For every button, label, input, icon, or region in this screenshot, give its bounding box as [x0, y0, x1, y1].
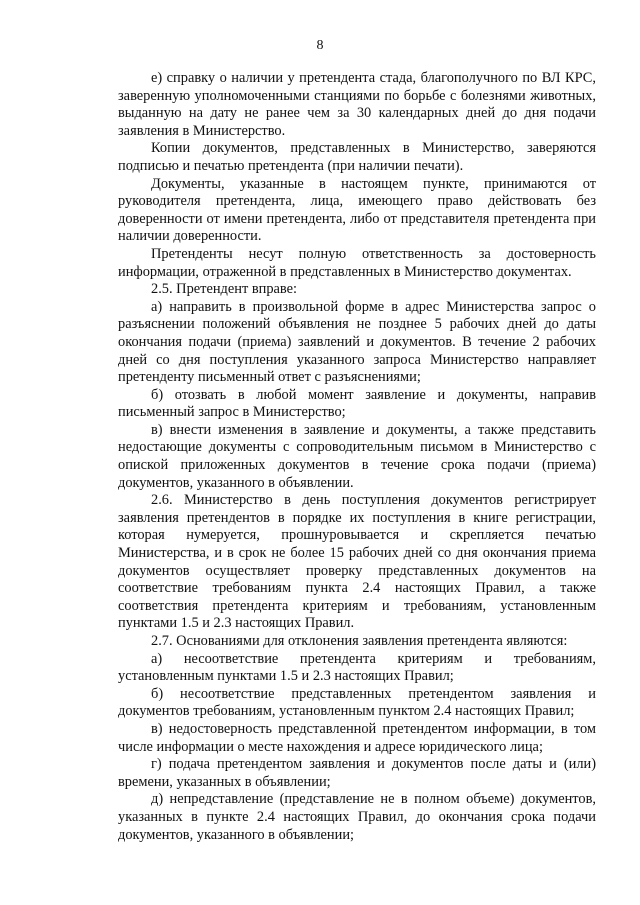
paragraph-2-6: 2.6. Министерство в день поступления документов регистрирует заявления претендентов в порядке их поступления в книге регистрации, которая нумеруется, прошнуровывается и скрепляется печатью Министерства, и в срок не более 15 рабочих дней со дня окончания приема документов осуществляет проверку представленных документов на соответствие требованиям пункта 2.4 настоящих Правил, а также соответствия претендента критериям и требованиям, установленным пунктами 1.5 и 2.3 настоящих Правил. — [118, 492, 596, 632]
paragraph-2-7-b: б) несоответствие представленных претендентом заявления и документов требованиям, установленным пунктом 2.4 настоящих Правил; — [118, 685, 596, 720]
document-body — [118, 70, 596, 844]
paragraph-copies-certification: Копии документов, представленных в Министерство, заверяются подписью и печатью претендента (при наличии печати). — [118, 140, 596, 174]
paragraph-2-5-a: а) направить в произвольной форме в адрес Министерства запрос о разъяснении положений объявления не позднее 5 рабочих дней до даты окончания подачи (приема) заявлений и документов. В течение 2 рабочих дней со дня поступления указанного запроса Министерство направляет претенденту письменный ответ с разъяснениями; — [118, 298, 596, 386]
section-heading-2-7: 2.7. Основаниями для отклонения заявления претендента являются: — [151, 633, 568, 649]
page-number: 8 — [316, 38, 324, 53]
paragraph-2-7-a: а) несоответствие претендента критериям и требованиям, установленным пунктами 1.5 и 2.3 настоящих Правил; — [118, 650, 596, 685]
paragraph-2-5-b: б) отозвать в любой момент заявление и документы, направив письменный запрос в Министерство; — [118, 386, 596, 421]
paragraph-item-e-herd-certificate: е) справку о наличии у претендента стада, благополучного по ВЛ КРС, заверенную уполномоченными станциями по борьбе с болезнями животных, выданную на дату не ранее чем за 30 календарных дней до дня подачи заявления в Министерство. — [118, 70, 596, 139]
paragraph-responsibility: Претенденты несут полную ответственность за достоверность информации, отраженной в представленных в Министерство документах. — [118, 245, 596, 280]
paragraph-2-7-v: в) недостоверность представленной претендентом информации, в том числе информации о месте нахождения и адресе юридического лица; — [118, 720, 596, 755]
paragraph-2-5-v: в) внести изменения в заявление и документы, а также представить недостающие документы с сопроводительным письмом в Министерство с опиской приложенных документов в течение срока подачи (приема) документов, указанного в объявлении. — [118, 421, 596, 491]
paragraph-2-7-d: д) непредставление (представление не в полном объеме) документов, указанных в пункте 2.4 настоящих Правил, до окончания срока подачи документов, указанного в объявлении; — [118, 791, 596, 843]
section-heading-2-5: 2.5. Претендент вправе: — [151, 281, 298, 298]
paragraph-2-7-g: г) подача претендентом заявления и документов после даты и (или) времени, указанных в объявлении; — [118, 756, 596, 790]
paragraph-documents-acceptance: Документы, указанные в настоящем пункте, принимаются от руководителя претендента, лица, имеющего право действовать без доверенности от имени претендента, либо от представителя претендента при наличии доверенности. — [118, 175, 596, 245]
